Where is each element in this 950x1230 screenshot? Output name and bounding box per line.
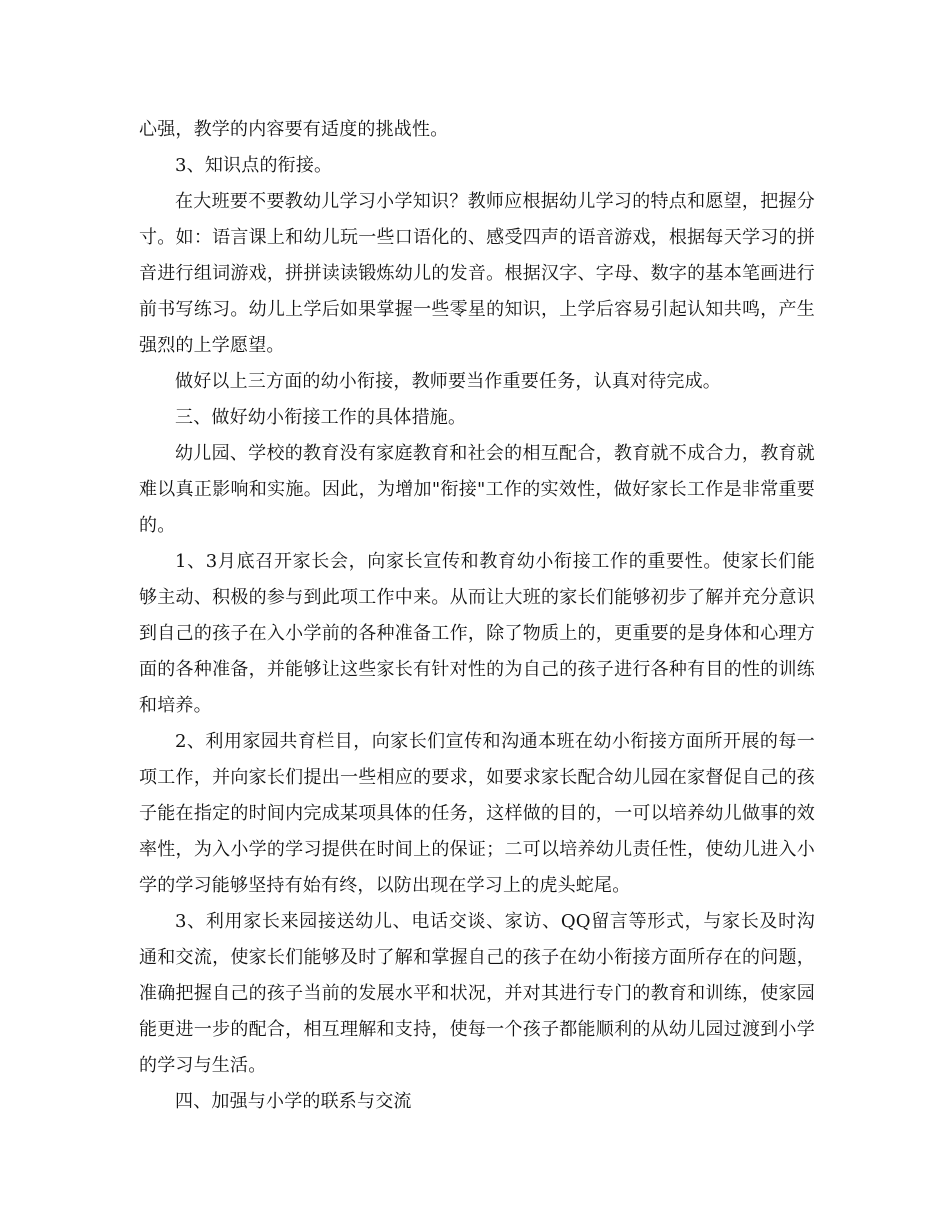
- section-heading-primary-school-link: 四、加强与小学的联系与交流: [175, 1091, 412, 1112]
- paragraph-item-communication: 3、利用家长来园接送幼儿、电话交谈、家访、QQ留言等形式，与家长及时沟通和交流，使家长们能够及时了解和掌握自己的孩子在幼小衔接方面所存在的问题，准确把握自己的孩子当前的发展水平和状况，并对其进行专门的教育和训练，使家园能更进一步的配合，相互理解和支持，使每一个孩子都能顺利的从幼儿园过渡到小学的学习与生活。: [139, 911, 815, 1076]
- document-body: [139, 112, 815, 1120]
- paragraph-summary: 做好以上三方面的幼小衔接，教师要当作重要任务，认真对待完成。: [175, 371, 721, 392]
- section-heading-measures: 三、做好幼小衔接工作的具体措施。: [175, 407, 467, 428]
- subheading-knowledge-connection: 3、知识点的衔接。: [175, 155, 333, 176]
- paragraph-item-parent-meeting: 1、3月底召开家长会，向家长宣传和教育幼小衔接工作的重要性。使家长们能够主动、积极的参与到此项工作中来。从而让大班的家长们能够初步了解并充分意识到自己的孩子在入小学前的各种准备工作，除了物质上的，更重要的是身体和心理方面的各种准备，并能够让这些家长有针对性的为自己的孩子进行各种有目的性的训练和培养。: [139, 551, 815, 716]
- paragraph-knowledge-teaching: 在大班要不要教幼儿学习小学知识？教师应根据幼儿学习的特点和愿望，把握分寸。如：语言课上和幼儿玩一些口语化的、感受四声的语音游戏，根据每天学习的拼音进行组词游戏，拼拼读读锻炼幼儿的发音。根据汉字、字母、数字的基本笔画进行前书写练习。幼儿上学后如果掌握一些零星的知识，上学后容易引起认知共鸣，产生强烈的上学愿望。: [139, 191, 815, 356]
- paragraph-family-cooperation: 幼儿园、学校的教育没有家庭教育和社会的相互配合，教育就不成合力，教育就难以真正影响和实施。因此，为增加"衔接"工作的实效性，做好家长工作是非常重要的。: [139, 443, 815, 536]
- paragraph-continuation: 心强，教学的内容要有适度的挑战性。: [139, 119, 449, 140]
- paragraph-item-home-school-column: 2、利用家园共育栏目，向家长们宣传和沟通本班在幼小衔接方面所开展的每一项工作，并向家长们提出一些相应的要求，如要求家长配合幼儿园在家督促自己的孩子能在指定的时间内完成某项具体的任务，这样做的目的，一可以培养幼儿做事的效率性，为入小学的学习提供在时间上的保证；二可以培养幼儿责任性，使幼儿进入小学的学习能够坚持有始有终，以防出现在学习上的虎头蛇尾。: [139, 731, 815, 896]
